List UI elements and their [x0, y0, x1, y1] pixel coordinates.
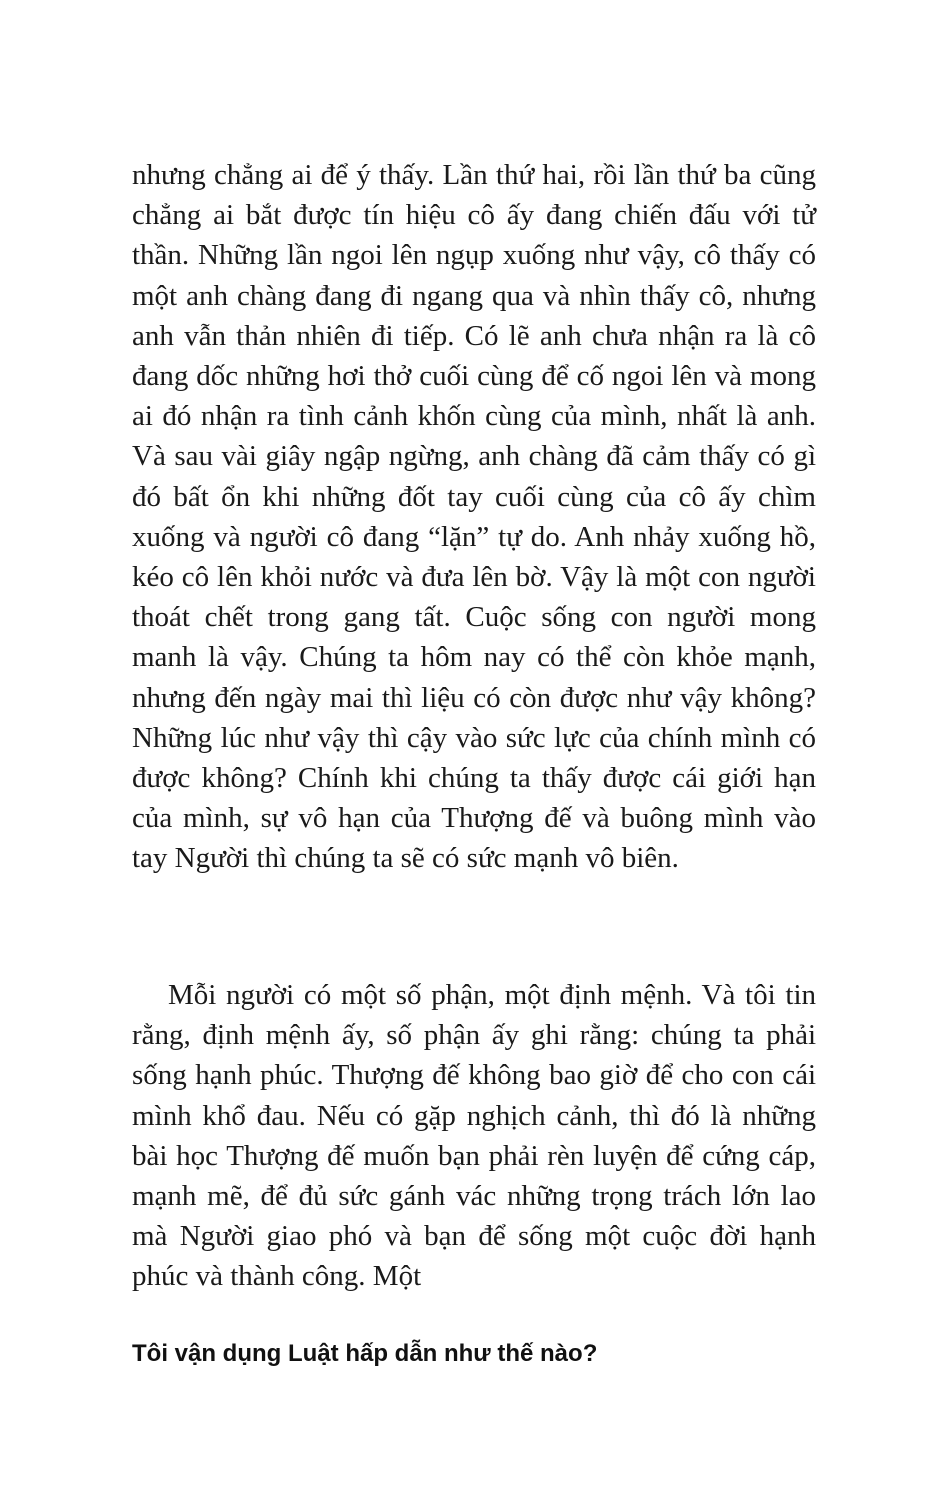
paragraph-1: nhưng chẳng ai để ý thấy. Lần thứ hai, rồi lần thứ ba cũng chẳng ai bắt được tín hiệu cô ấy đang chiến đấu với tử thần. Những lần ngoi lên ngụp xuống như vậy, cô thấy có một anh chàng đang đi ngang qua và nhìn thấy cô, nhưng anh vẫn thản nhiên đi tiếp. Có lẽ anh chưa nhận ra là cô đang dốc những hơi thở cuối cùng để cố ngoi lên và mong ai đó nhận ra tình cảnh khốn cùng của mình, nhất là anh. Và sau vài giây ngập ngừng, anh chàng đã cảm thấy có gì đó bất ổn khi những đốt tay cuối cùng của cô ấy chìm xuống và người cô đang “lặn” tự do. Anh nhảy xuống hồ, kéo cô lên khỏi nước và đưa lên bờ. Vậy là một con người thoát chết trong gang tất. Cuộc sống con người mong manh là vậy. Chúng ta hôm nay có thể còn khỏe mạnh, nhưng đến ngày mai thì liệu có còn được như vậy không? Những lúc như vậy thì cậy vào sức lực của chính mình có được không? Chính khi chúng ta thấy được cái giới hạn của mình, sự vô hạn của Thượng đế và buông mình vào tay Người thì chúng ta sẽ có sức mạnh vô biên.: [132, 159, 816, 875]
paragraph-2: Mỗi người có một số phận, một định mệnh. Và tôi tin rằng, định mệnh ấy, số phận ấy ghi rằng: chúng ta phải sống hạnh phúc. Thượng đế không bao giờ để cho con cái mình khổ đau. Nếu có gặp nghịch cảnh, thì đó là những bài học Thượng đế muốn bạn phải rèn luyện để cứng cáp, mạnh mẽ, để đủ sức gánh vác những trọng trách lớn lao mà Người giao phó và bạn để sống một cuộc đời hạnh phúc và thành công. Một: [132, 979, 816, 1293]
body-text: [132, 155, 816, 1305]
running-footer-title: Tôi vận dụng Luật hấp dẫn như thế nào?: [132, 1340, 598, 1367]
